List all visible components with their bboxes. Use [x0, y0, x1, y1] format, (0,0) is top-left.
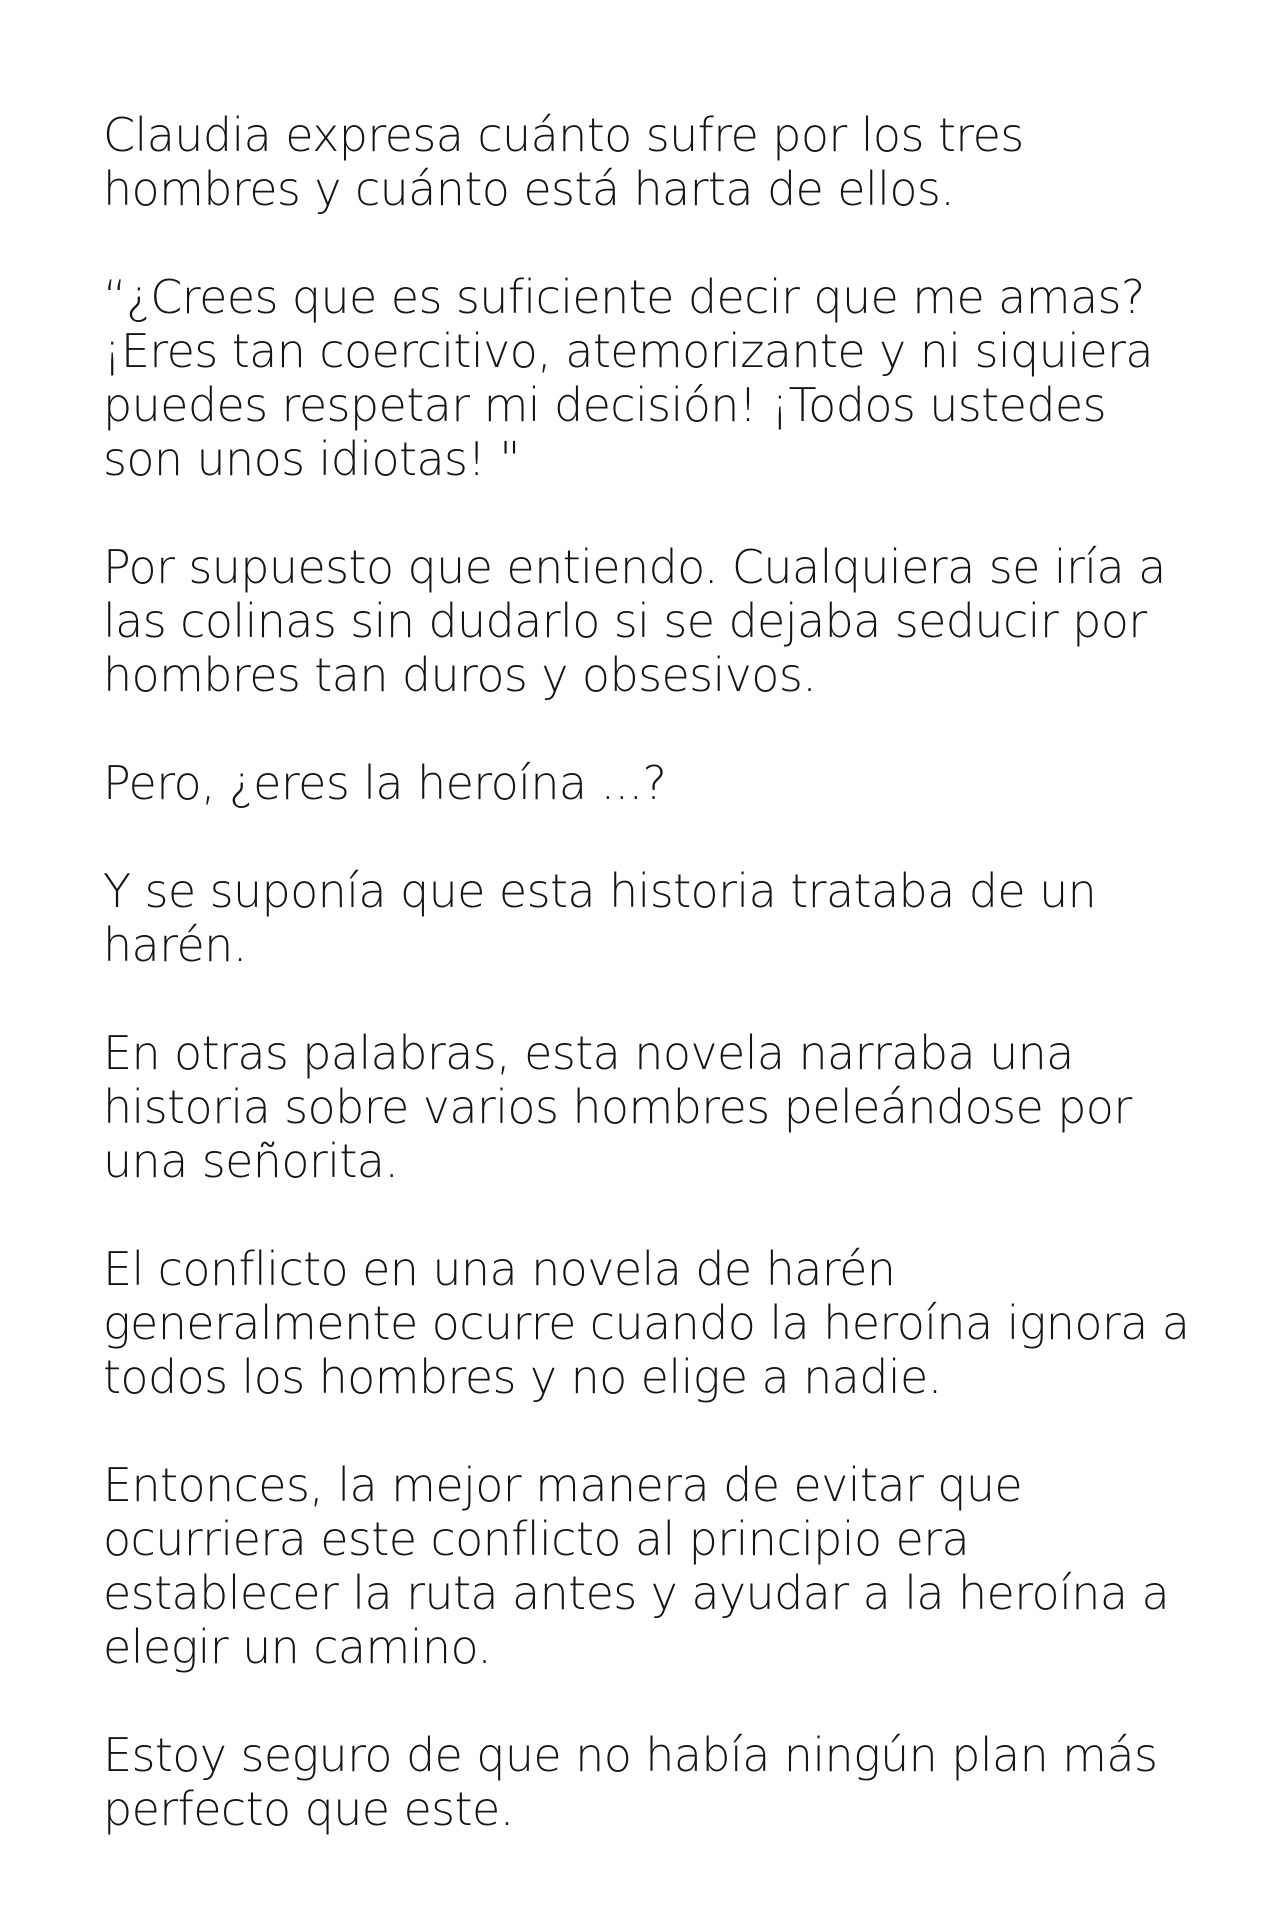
paragraph-4: Pero, ¿eres la heroína ...?	[103, 756, 667, 810]
paragraph-5: Y se suponía que esta historia trataba de un harén.	[103, 864, 1097, 972]
paragraph-7: El conflicto en una novela de harén generalmente ocurre cuando la heroína ignora a todos los hombres y no elige a nadie.	[103, 1242, 1190, 1404]
paragraph-3: Por supuesto que entiendo. Cualquiera se iría a las colinas sin dudarlo si se dejaba seducir por hombres tan duros y obsesivos.	[103, 540, 1166, 702]
paragraph-2: “¿Crees que es suficiente decir que me amas? ¡Eres tan coercitivo, atemorizante y ni siquiera puedes respetar mi decisión! ¡Todos ustedes son unos idiotas! "	[103, 270, 1153, 486]
paragraph-1: Claudia expresa cuánto sufre por los tres hombres y cuánto está harta de ellos.	[103, 108, 1024, 216]
paragraph-6: En otras palabras, esta novela narraba una historia sobre varios hombres peleándose por una señorita.	[103, 1026, 1132, 1188]
document-text	[103, 108, 1193, 1836]
paragraph-9: Estoy seguro de que no había ningún plan más perfecto que este.	[103, 1728, 1158, 1836]
paragraph-8: Entonces, la mejor manera de evitar que ocurriera este conflicto al principio era establecer la ruta antes y ayudar a la heroína a elegir un camino.	[103, 1458, 1170, 1674]
